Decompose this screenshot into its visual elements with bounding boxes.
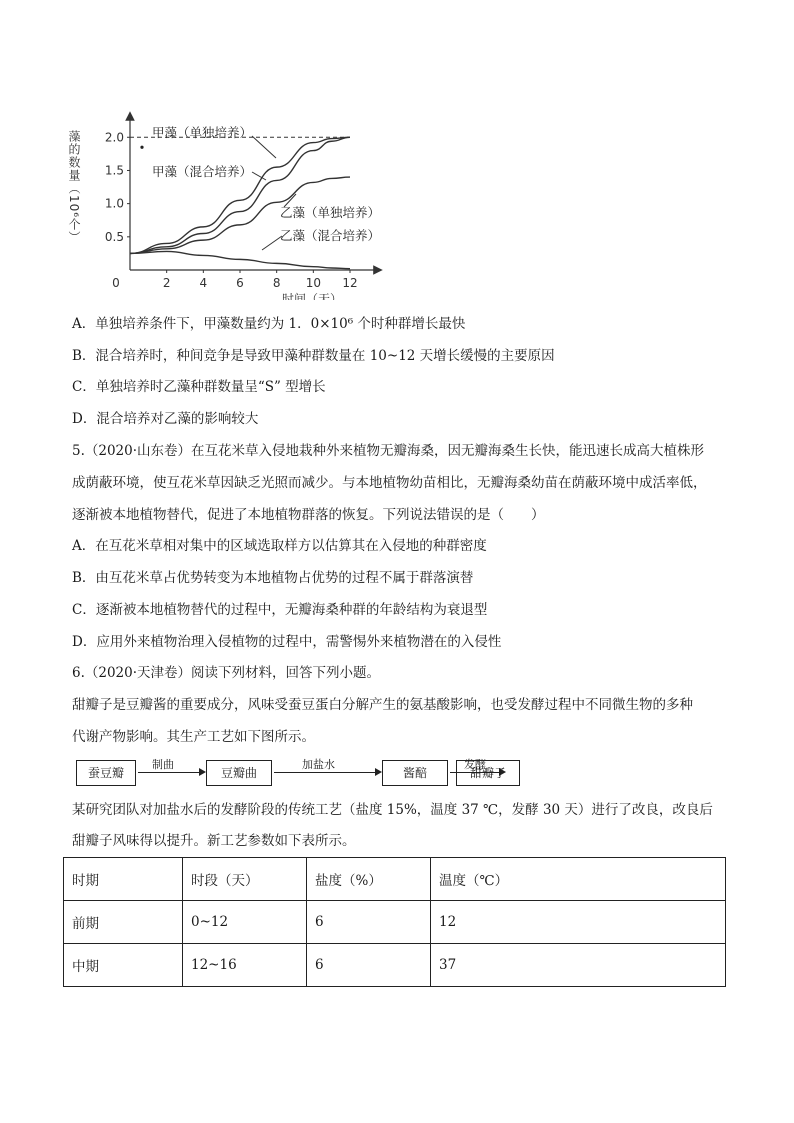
table-header-row <box>64 858 726 901</box>
leader-a-mixed <box>252 172 266 180</box>
q5-stem-line-3: 逐渐被本地植物替代，促进了本地植物群落的恢复。下列说法错误的是（ ） <box>72 507 545 523</box>
q4-option-c: C．单独培养时乙藻种群数量呈“S” 型增长 <box>72 379 326 395</box>
x-axis-label: 时间（天） <box>282 292 343 300</box>
dot-marker <box>140 146 143 149</box>
flow-label-add-brine: 加盐水 <box>302 758 335 771</box>
q6-paragraph-line-2: 甜瓣子风味得以提升。新工艺参数如下表所示。 <box>72 833 356 849</box>
flow-box-sauce-mash: 酱醅 <box>382 760 448 786</box>
process-parameter-table <box>63 857 726 987</box>
table-row <box>64 944 726 987</box>
table-cell: 6 <box>307 944 431 987</box>
q5-option-a: A．在互花米草相对集中的区域选取样方以估算其在入侵地的种群密度 <box>72 538 487 554</box>
y-tick-label: 1.0 <box>104 196 124 211</box>
x-tick-label: 6 <box>236 276 244 290</box>
table-cell: 37 <box>431 944 726 987</box>
label-b-alone: 乙藻（单独培养） <box>280 205 381 220</box>
q4-option-a: A．单独培养条件下，甲藻数量约为 1．0×10⁶ 个时种群增长最快 <box>72 316 466 332</box>
q6-stem-line-2: 甜瓣子是豆瓣酱的重要成分，风味受蚕豆蛋白分解产生的氨基酸影响，也受发酵过程中不同微生物的多种 <box>72 697 693 713</box>
q5-option-b: B．由互花米草占优势转变为本地植物占优势的过程不属于群落演替 <box>72 570 474 586</box>
q6-stem-line-1: 6.（2020·天津卷）阅读下列材料，回答下列小题。 <box>72 665 381 681</box>
flow-label-ferment: 发酵 <box>464 758 486 771</box>
q6-stem-line-3: 代谢产物影响。其生产工艺如下图所示。 <box>72 729 315 745</box>
flow-arrow-2 <box>274 772 380 773</box>
table-cell: 0~12 <box>183 901 307 944</box>
table-cell: 中期 <box>64 944 183 987</box>
table-header-cell: 时段（天） <box>183 858 307 901</box>
x-tick-label: 4 <box>199 276 208 290</box>
flow-box-broad-bean: 蚕豆瓣 <box>76 760 136 786</box>
line-chart <box>60 110 410 300</box>
x-tick-label: 0 <box>112 276 120 290</box>
x-tick-label: 8 <box>272 276 281 290</box>
q5-option-c: C．逐渐被本地植物替代的过程中，无瓣海桑种群的年龄结构为衰退型 <box>72 602 488 618</box>
flow-arrow-1 <box>138 772 204 773</box>
table-header-cell: 时期 <box>64 858 183 901</box>
label-b-mixed: 乙藻（混合培养） <box>280 228 381 243</box>
table-cell: 12~16 <box>183 944 307 987</box>
x-tick-label: 10 <box>305 276 321 290</box>
x-tick-label: 12 <box>342 276 358 290</box>
q4-option-d: D．混合培养对乙藻的影响较大 <box>72 411 259 427</box>
y-tick-label: 0.5 <box>104 229 124 244</box>
flow-box-sweet-petal: 甜瓣子 <box>456 760 520 786</box>
leader-b-mixed <box>262 236 282 250</box>
y-axis-label: 藻的数量（10⁶个） <box>67 130 81 245</box>
x-tick-label: 2 <box>162 276 171 290</box>
table-cell: 12 <box>431 901 726 944</box>
label-a-alone: 甲藻（单独培养） <box>152 125 253 140</box>
table-cell: 6 <box>307 901 431 944</box>
label-a-mixed: 甲藻（混合培养） <box>152 164 253 179</box>
q4-option-b: B．混合培养时，种间竞争是导致甲藻种群数量在 10~12 天增长缓慢的主要原因 <box>72 348 555 364</box>
population-growth-figure <box>60 110 410 300</box>
flow-box-bean-koji: 豆瓣曲 <box>206 760 272 786</box>
leader-a-alone <box>252 136 276 158</box>
table-header-cell: 盐度（%） <box>307 858 431 901</box>
q6-paragraph-line-1: 某研究团队对加盐水后的发酵阶段的传统工艺（盐度 15%，温度 37 ℃，发酵 30 天）进行了改良，改良后 <box>72 802 713 818</box>
table-cell: 前期 <box>64 901 183 944</box>
series-line-b-mixed <box>130 251 350 268</box>
q5-stem-line-2: 成荫蔽环境，使互花米草因缺乏光照而减少。与本地植物幼苗相比，无瓣海桑幼苗在荫蔽环境中成活率低， <box>72 475 707 491</box>
table-header-cell: 温度（℃） <box>431 858 726 901</box>
y-tick-label: 1.5 <box>104 163 124 178</box>
y-tick-label: 2.0 <box>104 130 124 145</box>
q5-option-d: D．应用外来植物治理入侵植物的过程中，需警惕外来植物潜在的入侵性 <box>72 634 502 650</box>
table-row <box>64 901 726 944</box>
flow-label-koji: 制曲 <box>152 758 174 771</box>
q5-stem-line-1: 5.（2020·山东卷）在互花米草入侵地栽种外来植物无瓣海桑，因无瓣海桑生长快，能迅速长成高大植株形 <box>72 443 705 459</box>
